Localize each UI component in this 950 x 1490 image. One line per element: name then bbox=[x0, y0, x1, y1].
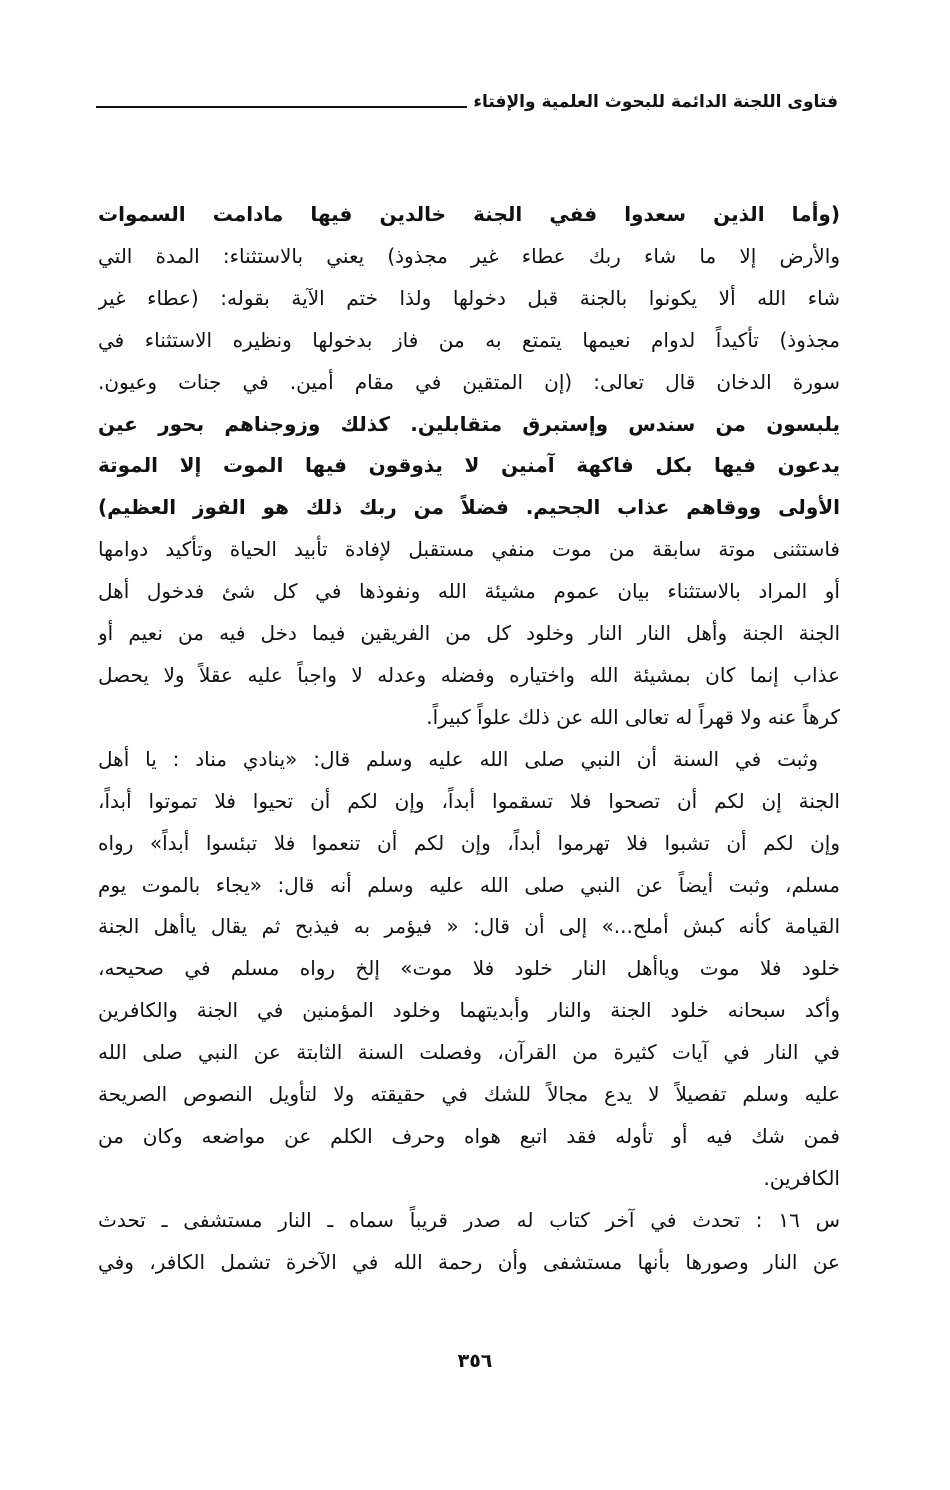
text-line: عليه وسلم تفصيلاً لا يدع مجالاً للشك في حقيقته ولا لتأويل النصوص الصريحة bbox=[98, 1082, 840, 1107]
text-line: خلود فلا موت وياأهل النار خلود فلا موت» إلخ رواه مسلم في صحيحه، bbox=[98, 956, 840, 981]
text-line: أو المراد بالاستثناء بيان عموم مشيئة الله ونفوذها في كل شئ فدخول أهل bbox=[98, 579, 840, 604]
text-line: القيامة كأنه كبش أملح...» إلى أن قال: « فيؤمر به فيذبح ثم يقال ياأهل الجنة bbox=[98, 914, 840, 939]
question-line: س ١٦ : تحدث في آخر كتاب له صدر قريباً سماه ـ النار مستشفى ـ تحدث bbox=[98, 1207, 840, 1232]
text-line: يدعون فيها بكل فاكهة آمنين لا يذوقون فيها الموت إلا الموتة bbox=[98, 453, 840, 478]
text-line: فمن شك فيه أو تأوله فقد اتبع هواه وحرف الكلم عن مواضعه وكان من bbox=[98, 1123, 840, 1148]
text-line: شاء الله ألا يكونوا بالجنة قبل دخولها ولذا ختم الآية بقوله: (عطاء غير bbox=[98, 285, 840, 310]
text-line: سورة الدخان قال تعالى: (إن المتقين في مقام أمين. في جنات وعيون. bbox=[98, 369, 840, 394]
text-line: عذاب إنما كان بمشيئة الله واختياره وفضله وعدله لا واجباً عليه عقلاً ولا يحصل bbox=[98, 662, 840, 687]
body-text bbox=[98, 194, 840, 1284]
text-line: وأكد سبحانه خلود الجنة والنار وأبديتهما وخلود المؤمنين في الجنة والكافرين bbox=[98, 998, 840, 1023]
text-line: كرهاً عنه ولا قهراً له تعالى الله عن ذلك علواً كبيراً. bbox=[426, 704, 840, 729]
text-line: عن النار وصورها بأنها مستشفى وأن رحمة الله في الآخرة تشمل الكافر، وفي bbox=[98, 1249, 840, 1274]
header-rule bbox=[96, 106, 467, 108]
text-line: مسلم، وثبت أيضاً عن النبي صلى الله عليه وسلم أنه قال: «يجاء بالموت يوم bbox=[98, 872, 840, 897]
text-line: في النار في آيات كثيرة من القرآن، وفصلت السنة الثابتة عن النبي صلى الله bbox=[98, 1040, 840, 1065]
header-title: فتاوى اللجنة الدائمة للبحوث العلمية والإفتاء bbox=[473, 92, 838, 112]
text-line: مجذوذ) تأكيداً لدوام نعيمها يتمتع به من فاز بدخولها ونظيره الاستثناء في bbox=[98, 327, 840, 352]
text-line: وإن لكم أن تشبوا فلا تهرموا أبداً، وإن لكم أن تنعموا فلا تبئسوا أبداً» رواه bbox=[98, 830, 840, 855]
text-line: الجنة الجنة وأهل النار النار وخلود كل من الفريقين فيما دخل فيه من نعيم أو bbox=[98, 621, 840, 646]
text-line: فاستثنى موتة سابقة من موت منفي مستقبل لإفادة تأبيد الحياة وتأكيد دوامها bbox=[98, 537, 840, 562]
page-number: ٣٥٦ bbox=[457, 1350, 493, 1372]
running-header bbox=[96, 84, 838, 114]
text-line: والأرض إلا ما شاء ربك عطاء غير مجذوذ) يعني بالاستثناء: المدة التي bbox=[98, 243, 840, 268]
text-line: الجنة إن لكم أن تصحوا فلا تسقموا أبداً، وإن لكم أن تحيوا فلا تموتوا أبداً، bbox=[98, 788, 840, 813]
text-line: وثبت في السنة أن النبي صلى الله عليه وسلم قال: «ينادي مناد : يا أهل bbox=[98, 746, 818, 771]
text-line: الأولى ووقاهم عذاب الجحيم. فضلاً من ربك ذلك هو الفوز العظيم) bbox=[98, 495, 840, 520]
text-line: (وأما الذين سعدوا ففي الجنة خالدين فيها مادامت السموات bbox=[98, 202, 840, 226]
text-line: الكافرين. bbox=[763, 1165, 840, 1190]
text-line: يلبسون من سندس وإستبرق متقابلين. كذلك وزوجناهم بحور عين bbox=[98, 411, 840, 436]
